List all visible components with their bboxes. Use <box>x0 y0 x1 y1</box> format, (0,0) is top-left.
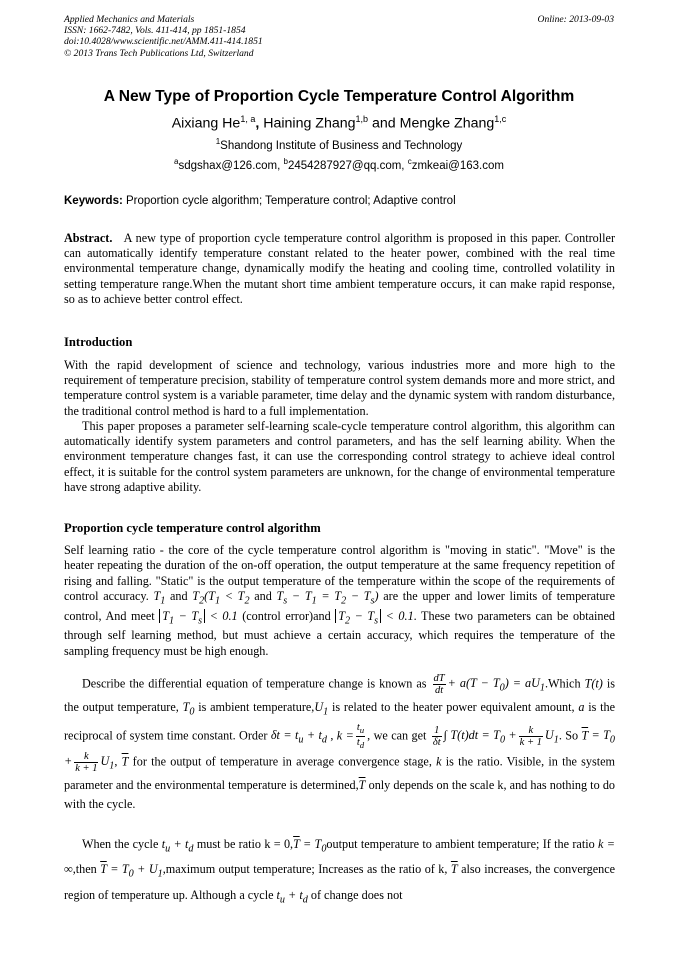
text-run: When the cycle <box>82 837 159 851</box>
text-run: for the output of temperature in average convergence stage, <box>132 754 432 769</box>
algorithm-paragraph-1 <box>64 543 615 659</box>
math-ts: $T_s - T_1 = T_2 - T_s$) <box>276 588 379 607</box>
author-sup: 1,c <box>494 114 507 124</box>
math-k-frac: $\frac{t_u}{t_d}$ <box>356 721 365 751</box>
email-list <box>0 157 678 172</box>
math-bound-2: < 0.1 <box>381 608 414 623</box>
affiliation-name: Shandong Institute of Business and Technology <box>220 139 463 152</box>
algorithm-paragraph-3 <box>64 834 615 910</box>
text-run: output temperature to ambient temperature; If the ratio <box>326 837 595 851</box>
math-k-ratio: $\frac{k}{k + 1}$ <box>519 725 542 749</box>
text-run: and <box>254 588 272 603</box>
journal-name: Applied Mechanics and Materials <box>64 14 195 25</box>
math-u1c: $U_1$ <box>100 754 115 772</box>
copyright-line: © 2013 Trans Tech Publications Ltd, Switzerland <box>64 47 254 59</box>
paper-title: A New Type of Proportion Cycle Temperature Control Algorithm <box>103 88 575 105</box>
text-run: , <box>330 728 334 743</box>
doi-line: doi:10.4028/www.scientific.net/AMM.411-414.1851 <box>64 36 263 48</box>
section-heading-algorithm: Proportion cycle temperature control algorithm <box>64 521 321 535</box>
author-separator: , <box>255 115 260 132</box>
math-k-ratio-2: $\frac{k}{k + 1}$ <box>75 751 98 775</box>
math-eq-t0: = $T_0$ <box>299 837 327 855</box>
math-k: k <box>436 754 442 769</box>
author-sup: 1, a <box>240 114 256 124</box>
text-run: only depends on the scale k, and has nothing to do with the cycle. <box>64 778 616 811</box>
section-heading-introduction: Introduction <box>64 335 133 349</box>
text-run: also increases, the convergence region of temperature up. Although a cycle <box>64 862 616 902</box>
keywords <box>64 195 624 207</box>
text-run: is related to the heater power equivalent amount, <box>332 700 575 715</box>
math-tbar-3: $\overline{T}$ <box>358 778 366 793</box>
text-run: we can get <box>373 728 427 743</box>
math-t2: $T_2(T_1 < T_2$ <box>192 588 250 607</box>
math-tt: T(t) <box>584 676 603 691</box>
math-derivative: $\frac{dT}{dt}$ <box>433 673 445 696</box>
abstract-label: Abstract. <box>64 231 113 245</box>
email-sup: b <box>283 157 288 166</box>
math-tbar-eq: = $T_0$ + <box>64 728 615 769</box>
text-run: and <box>170 588 188 603</box>
text-run: Describe the differential equation of temperature change is known as <box>82 676 427 691</box>
math-t1: $T_1$ <box>153 588 166 607</box>
text-run: ,then <box>72 862 97 877</box>
text-run: is the output temperature, <box>64 676 615 715</box>
math-abs-2: $T_2 - T_s$ <box>335 609 381 623</box>
affiliation-sup: 1 <box>215 137 221 146</box>
intro-paragraph-2-text: This paper proposes a parameter self-learning scale-cycle temperature control algorithm, this algorithm can automatically identify system parameters and control parameters, and has the self learning ability. When the environment temperature changes fast, it can use the corresponding control strategy to achieve ideal control effect, it is suitable for the control system parameters are unknown, for the change of environmental temperature have strong adaptive ability. <box>64 419 615 494</box>
author-separator: and <box>372 115 396 132</box>
text-run: of change does not <box>310 887 403 902</box>
math-integral-coef: $\frac{1}{\delta t}$ <box>432 725 441 749</box>
text-run: . These two parameters can be obtained through self learning method, but must achieve a certain accuracy, which requires the temperature of the sampling frequency must be high enough. <box>64 608 615 658</box>
math-cycle-2: $t_u + t_d$ <box>276 887 308 906</box>
keywords-label: Keywords: <box>64 195 123 207</box>
text-run: is the reciprocal of system time constant. Order <box>64 700 615 743</box>
math-ode: + $a(T - T_0) = aU_1$ <box>447 676 545 694</box>
abstract-text: A new type of proportion cycle temperature control algorithm is proposed in this paper. Controller can automatically identify temperature constant related to the heater power, combined with the real time environmental temperature change, dynamically modify the heating and cooling time, controlled volatility in setting temperature range.When the mutant short time ambient temperature occurs, it can make rapid response, so as to achieve better control effect. <box>64 231 616 306</box>
text-run: . So <box>558 728 579 743</box>
math-abs-1: $T_1 - T_s$ <box>159 609 205 623</box>
email-address[interactable]: zmkeai@163.com <box>411 159 504 172</box>
math-u1b: $U_1$ <box>544 728 559 746</box>
email-address[interactable]: sdgshax@126.com, <box>178 159 281 172</box>
text-run: must be ratio k = 0, <box>196 837 294 851</box>
email-sup: a <box>174 157 179 166</box>
affiliation <box>0 137 678 152</box>
math-integral: ∫ $T(t)dt = T_0$ + <box>443 728 517 746</box>
math-cycle: $t_u + t_d$ <box>161 837 194 855</box>
text-run: Self learning ratio - the core of the cycle temperature control algorithm is "moving in static". "Move" is the heater repeating the duration of the on-off operation, the output temperature at the same frequency repetition of rising and falling. "Static" is the output temperature of the temperature within the scope of the requirements of control accuracy. <box>64 543 615 603</box>
keywords-text: Proportion cycle algorithm; Temperature control; Adaptive control <box>126 195 456 207</box>
math-tbar-6: $\overline{T}$ <box>450 862 458 877</box>
math-tbar: $\overline{T}$ <box>581 728 589 743</box>
math-tbar-5: $\overline{T}$ <box>100 862 107 877</box>
author-name: Haining Zhang <box>263 115 356 132</box>
math-t0: $T_0$ <box>182 700 195 718</box>
online-date: Online: 2013-09-03 <box>537 14 614 25</box>
intro-paragraph-1: With the rapid development of science and technology, various industries more and more high to the requirement of temperature precision, stability of temperature control system demands more and more strict, and temperature control system is a variable parameter, time delay and the dynamic system with random disturbance, the traditional control method is hard to a full implementation. <box>64 358 615 418</box>
math-tbar-2: $\overline{T}$ <box>121 754 129 769</box>
math-max: = $T_0 + U_1$ <box>106 862 163 880</box>
math-bound-1: < 0.1 <box>205 608 238 623</box>
author-name: Mengke Zhang <box>399 115 495 132</box>
math-k-inf: k = ∞ <box>64 837 615 877</box>
intro-paragraph-2 <box>64 419 615 495</box>
email-address[interactable]: 2454287927@qq.com, <box>287 159 405 172</box>
text-run: is ambient temperature, <box>198 700 315 715</box>
author-name: Aixiang He <box>171 115 241 132</box>
text-run: .Which <box>545 676 581 691</box>
issn-line: ISSN: 1662-7482, Vols. 411-414, pp 1851-1854 <box>64 25 246 37</box>
text-run: is the ratio. Visible, in the system parameter and the environmental temperature is determined, <box>64 754 616 793</box>
journal-header <box>64 14 263 59</box>
author-list <box>0 114 678 132</box>
text-run: (control error)and <box>242 608 331 623</box>
text-run: ,maximum output temperature; Increases as the ratio of k, <box>162 862 448 877</box>
math-a: a <box>578 700 585 715</box>
text-run: are the upper and lower limits of temperature control, And meet <box>64 588 615 623</box>
math-delta-t: $\delta t = t_u + t_d$ <box>270 728 327 746</box>
math-u1: $U_1$ <box>314 700 329 718</box>
author-sup: 1,b <box>355 114 369 124</box>
math-k-def: k = <box>336 728 354 743</box>
math-tbar-4: $\overline{T}$ <box>293 837 300 851</box>
abstract <box>64 231 615 307</box>
email-sup: c <box>407 157 412 166</box>
algorithm-paragraph-2: Describe the differential equation of temperature change is known as $\frac{dT}{dt}$ + $a(T - T_0)$ = $aU_1.Which$ T(t) is the output temperature, $T_0$ is ambient $temperature,U_1$ is related to the heater power equivalent amount, a is the reciprocal of system time constant. Order $\delta t = t_u + t_d$ , k = $\frac{t_u}{t_d}$ , we can get $\frac{1}{\delta t}$ ∫ $T(t)dt = T_0$ + $\frac{k}{k + 1}$ $U_1$. So $\overline{T} = T_0$ + $\frac{k}{k + 1}$ $U_1$, $\overline{T}$ for the output of temperature in average convergence stage, k is the ratio. Visible, in the system parameter and the environmental temperature is $determined,\overline{T}$ only depends on the scale k, and has nothing to do with the cycle. <box>64 673 616 811</box>
